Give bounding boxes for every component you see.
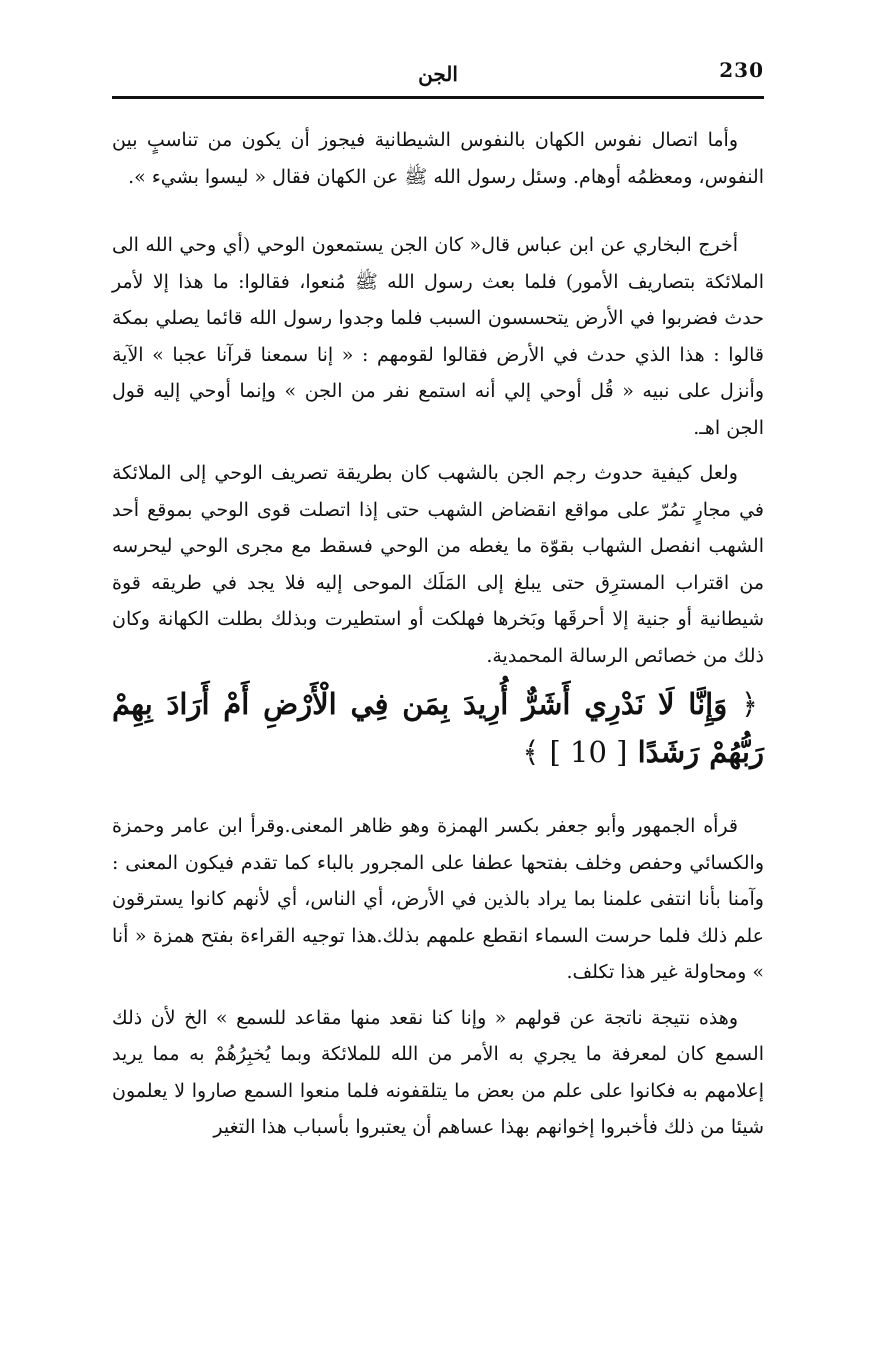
page-body	[112, 122, 764, 1146]
verse-open-bracket: ﴿	[740, 687, 758, 721]
verse-close-bracket: ﴾	[522, 735, 540, 769]
paragraph-natija: وهذه نتيجة ناتجة عن قولهم « وإنا كنا نقعد منها مقاعد للسمع » الخ لأن ذلك السمع كان لمعرفة ما يجري به الأمر من الله للملائكة وبما يُخبِرُهُمْ به مما يريد إعلامهم به فكانوا على علم من بعض ما يتلقفونه فلما منعوا السمع صاروا لا يعلمون شيئا من ذلك فأخبروا إخوانهم بهذا عساهم أن يعتبروا بأسباب هذا التغير	[112, 1006, 765, 1138]
paragraph-kuhhan: وأما اتصال نفوس الكهان بالنفوس الشيطانية فيجوز أن يكون من تناسبٍ بين النفوس، ومعظمُه أوهام. وسئل رسول الله ﷺ عن الكهان فقال « ليسوا بشيء ».	[112, 129, 764, 188]
verse-text: وَإِنَّا لَا نَدْرِي أَشَرٌّ أُرِيدَ بِمَن فِي الْأَرْضِ أَمْ أَرَادَ بِهِمْ رَبُّهُمْ رَشَدًا	[112, 687, 764, 769]
header-rule	[112, 96, 764, 99]
page-header	[112, 52, 764, 98]
verse-number: [ 10 ]	[549, 735, 628, 769]
running-title: الجن	[418, 62, 458, 86]
quran-verse	[112, 680, 764, 776]
paragraph-shuhub: ولعل كيفية حدوث رجم الجن بالشهب كان بطريقة تصريف الوحي إلى الملائكة في مجارٍ تمُرّ على مواقع انقضاض الشهب حتى إذا اتصلت قوى الوحي بموقع أحد الشهب انفصل الشهاب بقوّة ما يغطه من الوحي فسقط مع مجرى الوحي ليحرسه من اقتراب المسترِق حتى يبلغ إلى المَلَك الموحى إليه فلا يجد في طريقه قوة شيطانية أو جنية إلا أحرقَها وبَخرها فهلكت أو استطيرت وبذلك بطلت الكهانة وكان ذلك من خصائص الرسالة المحمدية.	[112, 462, 764, 667]
paragraph-bukhari: أخرج البخاري عن ابن عباس قال« كان الجن يستمعون الوحي (أي وحي الله الى الملائكة بتصاريف الأمور) فلما بعث رسول الله ﷺ مُنعوا، فقالوا: ما هذا إلا لأمر حدث فضربوا في الأرض يتحسسون السبب فلما وجدوا رسول الله قائما يصلي بمكة قالوا : هذا الذي حدث في الأرض فقالوا لقومهم : « إنا سمعنا قرآنا عجبا » الآية وأنزل على نبيه « قُل أوحي إلي أنه استمع نفر من الجن » وإنما أوحي إليه قول الجن اهـ.	[112, 234, 764, 439]
paragraph-qiraat: قرأه الجمهور وأبو جعفر بكسر الهمزة وهو ظاهر المعنى.وقرأ ابن عامر وحمزة والكسائي وحفص وخلف بفتحها عطفا على المجرور بالباء كما تقدم فيكون المعنى : وآمنا بأنا انتفى علمنا بما يراد بالذين في الأرض، أي الناس، أي لأنهم كانوا يسترقون علم ذلك فلما حرست السماء انقطع علمهم بذلك.هذا توجيه القراءة بفتح همزة « أنا » ومحاولة غير هذا تكلف.	[112, 815, 764, 983]
page-number: 230	[719, 58, 764, 82]
